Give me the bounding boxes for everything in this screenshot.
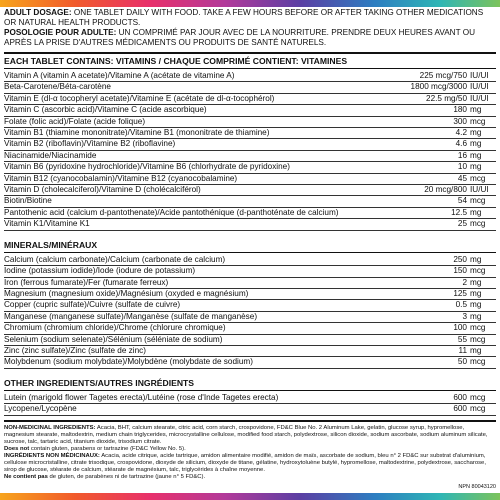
ingredient-row <box>4 219 496 230</box>
ingredient-value: 12.5 <box>451 207 467 217</box>
ingredient-amount <box>429 404 496 414</box>
ingredient-name: Vitamin E (dl-α tocopheryl acetate)/Vitamine E (acétate de dl-α-tocophérol) <box>4 93 275 103</box>
ingredient-unit: IU/UI <box>470 71 489 80</box>
ingredient-amount <box>429 128 496 138</box>
ingredient-row <box>4 393 496 404</box>
ingredient-amount <box>429 255 496 265</box>
dosage-section <box>4 8 496 48</box>
ingredient-name: Vitamin B2 (riboflavin)/Vitamine B2 (riboflavine) <box>4 139 176 149</box>
ingredient-amount <box>429 335 496 345</box>
ingredient-unit: IU/UI <box>470 185 489 195</box>
ingredient-unit: mcg <box>470 392 486 402</box>
vitamins-table <box>4 71 496 231</box>
ingredient-value: 125 <box>453 288 467 298</box>
ingredient-row <box>4 117 496 128</box>
ingredient-name: Molybdenum (sodium molybdate)/Molybdène (molybdate de sodium) <box>4 357 253 367</box>
ingredient-value: 150 <box>453 266 467 276</box>
ingredient-row <box>4 208 496 219</box>
ingredient-name: Folate (folic acid)/Folate (acide folique) <box>4 116 146 126</box>
ingredient-row <box>4 128 496 139</box>
ingredient-amount <box>429 289 496 299</box>
ingredient-value: 54 <box>457 196 467 206</box>
ingredient-unit: IU/UI <box>470 82 489 92</box>
ingredient-unit: mcg <box>470 404 486 414</box>
ingredient-value: 0.5 <box>455 300 467 310</box>
nc-label: Ne contient pas <box>4 474 48 481</box>
divider <box>4 68 496 69</box>
ingredient-amount <box>429 266 496 276</box>
ingredient-row <box>4 278 496 289</box>
ingredient-value: 180 <box>453 105 467 115</box>
ingredient-amount <box>429 393 496 403</box>
ingredient-amount <box>429 105 496 115</box>
dosage-fr-label: POSOLOGIE POUR ADULTE: <box>4 28 117 37</box>
ne-contient-pas <box>4 474 496 481</box>
ingredient-name: Pantothenic acid (calcium d-pantothenate)/Acide pantothénique (d-panthoténate de calcium) <box>4 207 339 217</box>
notes-section <box>4 425 496 482</box>
dosage-fr-text: UN COMPRIMÉ PAR JOUR AVEC DE LA NOURRITURE. PRENDRE DEUX HEURES AVANT OU APRÈS LA PRISE D'AUTRES MÉDICAMENTS OU PRODUITS DE SANTÉ NATURELS. <box>4 28 475 47</box>
ingredient-amount <box>411 82 496 92</box>
does-not-contain <box>4 446 496 453</box>
ingredient-amount <box>429 117 496 127</box>
ingredient-unit: mg <box>470 288 482 298</box>
ingredient-unit: mg <box>470 300 482 310</box>
ingredient-row <box>4 162 496 173</box>
ingredient-unit: mcg <box>470 219 486 229</box>
ingredient-name: Vitamin D (cholecalciferol)/Vitamine D (cholécalciférol) <box>4 185 201 195</box>
ingredient-value: 1800 mcg/3000 <box>410 82 467 92</box>
ingredient-name: Magnesium (magnesium oxide)/Magnésium (oxyded e magnésium) <box>4 288 249 298</box>
ingredient-name: Iron (ferrous fumarate)/Fer (fumarate ferreux) <box>4 277 169 287</box>
ingredient-name: Iodine (potassium iodide)/Iode (iodure de potassium) <box>4 266 196 276</box>
ingredient-unit: mcg <box>470 334 486 344</box>
ingredient-row <box>4 196 496 207</box>
ingredient-amount <box>429 346 496 356</box>
ingredient-name: Calcium (calcium carbonate)/Calcium (carbonate de calcium) <box>4 254 226 264</box>
nmi-label: NON-MEDICINAL INGREDIENTS: <box>4 424 96 431</box>
ingredient-row <box>4 346 496 357</box>
ingredient-row <box>4 105 496 116</box>
ingredient-value: 45 <box>457 173 467 183</box>
ingredient-row <box>4 266 496 277</box>
ingredient-row <box>4 323 496 334</box>
ingredient-amount <box>429 162 496 172</box>
ingredient-unit: IU/UI <box>470 93 489 103</box>
ingredient-value: 4.6 <box>455 139 467 149</box>
ingredient-amount <box>429 357 496 367</box>
ingredient-value: 16 <box>457 150 467 160</box>
ingredient-name: Beta-Carotene/Béta-carotène <box>4 82 111 92</box>
ingredient-unit: mcg <box>470 357 486 367</box>
rainbow-band-top <box>0 0 500 7</box>
ingredient-value: 600 <box>453 392 467 402</box>
ingredient-value: 250 <box>453 254 467 264</box>
ingredient-unit: mcg <box>470 116 486 126</box>
ingredient-row <box>4 300 496 311</box>
dosage-fr <box>4 28 496 48</box>
nmi-text: Acacia, BHT, calcium stearate, citric acid, corn starch, crospovidone, FD&C Blue No. 2 Aluminum Lake, gelatin, glucose syrup, hypromellose, magnesium stearate, maltodextrin, medium chain triglycerides, microcrystalline cellulose, modified food starch, polydextrose, silicon dioxide, sodium ascorbate, sodium aluminum silicate, sucrose, talc, tartaric acid, titanium dioxide, trisodium citrate. <box>4 424 488 445</box>
ingredient-unit: mcg <box>470 266 486 276</box>
ingredients-non-medicinaux <box>4 453 496 474</box>
ingredient-amount <box>429 196 496 206</box>
ingredient-amount <box>429 208 496 218</box>
ingredient-value: 3 <box>462 311 467 321</box>
ingredient-name: Vitamin B12 (cyanocobalamin)/Vitamine B12 (cyanocobalamine) <box>4 173 238 183</box>
ingredient-row <box>4 94 496 105</box>
ingredient-value: 20 mcg/800 <box>424 185 467 195</box>
ingredient-name: Vitamin B1 (thiamine mononitrate)/Vitamine B1 (mononitrate de thiamine) <box>4 128 270 138</box>
dosage-en <box>4 8 496 28</box>
divider <box>4 420 496 422</box>
label-content <box>4 8 496 481</box>
ingredient-row <box>4 289 496 300</box>
dosage-en-label: ADULT DOSAGE: <box>4 8 72 17</box>
ingredient-unit: mg <box>470 150 482 160</box>
ingredient-unit: mg <box>470 105 482 115</box>
ingredient-value: 225 mcg/750 <box>419 71 467 80</box>
ingredient-value: 11 <box>458 345 467 355</box>
ingredient-row <box>4 255 496 266</box>
ingredient-amount <box>429 219 496 229</box>
other-table <box>4 393 496 416</box>
ingredient-amount <box>429 278 496 288</box>
ingredient-amount <box>420 71 496 81</box>
ingredient-row <box>4 71 496 82</box>
ingredient-name: Vitamin C (ascorbic acid)/Vitamine C (acide ascorbique) <box>4 105 207 115</box>
ingredient-name: Lutein (marigold flower Tagetes erecta)/Lutéine (rose d'Inde Tagetes erecta) <box>4 392 279 402</box>
ingredient-amount <box>429 300 496 310</box>
divider <box>4 252 496 253</box>
ingredient-amount <box>426 94 496 104</box>
ingredient-row <box>4 139 496 150</box>
ingredient-row <box>4 335 496 346</box>
dosage-en-text: ONE TABLET DAILY WITH FOOD. TAKE A FEW HOURS BEFORE OR AFTER TAKING OTHER MEDICATIONS OR NATURAL HEALTH PRODUCTS. <box>4 8 484 27</box>
nc-text: de gluten, de parabènes ni de tartrazine (jaune n° 5 FD&C). <box>49 474 206 481</box>
ingredient-unit: mg <box>470 345 482 355</box>
dnc-label: Does not <box>4 445 30 452</box>
ingredient-unit: mg <box>470 128 482 138</box>
ingredient-value: 600 <box>453 404 467 414</box>
vitamins-title: EACH TABLET CONTAINS: VITAMINS / CHAQUE COMPRIMÉ CONTIENT: VITAMINES <box>4 56 348 66</box>
ingredient-unit: mcg <box>470 196 486 206</box>
ingredient-name: Vitamin B6 (pyridoxine hydrochloride)/Vitamine B6 (chlorhydrate de pyridoxine) <box>4 162 290 172</box>
ingredient-unit: mg <box>470 254 482 264</box>
ingredient-name: Manganese (manganese sulfate)/Manganèse (sulfate de manganèse) <box>4 311 258 321</box>
minerals-table <box>4 255 496 369</box>
ingredient-value: 300 <box>453 116 467 126</box>
ingredient-amount <box>429 139 496 149</box>
npn-number: NPN 80043120 <box>458 484 496 490</box>
inm-text: Acacia, acide citrique, acide tartrique, amidon alimentaire modifié, amidon de maïs, ascorbate de sodium, bleu n° 2 FD&C sur substrat d'aluminium, cellulose microcristalline, citrate trisodique, crospovidone, dioxyde de silicium, dioxyde de titane, gélatine, hydroxytoluène butylé, hypromellose, maltodextrine, polydextrose, saccharose, sirop de glucose, stéarate de calcium, stéarate de magnésium, talc, triglycérides à chaîne moyenne. <box>4 452 486 474</box>
divider <box>4 52 496 54</box>
dnc-text: contain gluten, parabens or tartrazine (FD&C Yellow No. 5). <box>30 445 186 452</box>
ingredient-row <box>4 312 496 323</box>
ingredient-unit: mg <box>470 207 482 217</box>
ingredient-unit: mcg <box>470 173 486 183</box>
ingredient-name: Vitamin A (vitamin A acetate)/Vitamine A (acétate de vitamine A) <box>4 71 235 80</box>
ingredient-name: Niacinamide/Niacinamide <box>4 150 97 160</box>
ingredient-amount <box>429 323 496 333</box>
non-medicinal-ingredients <box>4 425 496 446</box>
minerals-title: MINERALS/MINÉRAUX <box>4 239 98 250</box>
ingredient-value: 2 <box>462 277 467 287</box>
ingredient-unit: mg <box>470 277 482 287</box>
ingredient-row <box>4 185 496 196</box>
ingredient-unit: mg <box>470 311 482 321</box>
ingredient-name: Biotin/Biotine <box>4 196 52 206</box>
ingredient-name: Chromium (chromium chloride)/Chrome (chlorure chromique) <box>4 323 226 333</box>
ingredient-name: Zinc (zinc sulfate)/Zinc (sulfate de zinc) <box>4 345 146 355</box>
ingredient-unit: mg <box>470 162 482 172</box>
other-title: OTHER INGREDIENTS/AUTRES INGRÉDIENTS <box>4 377 195 388</box>
divider <box>4 390 496 391</box>
ingredient-name: Lycopene/Lycopène <box>4 404 77 414</box>
ingredient-value: 25 <box>457 219 467 229</box>
ingredient-value: 100 <box>453 323 467 333</box>
ingredient-row <box>4 404 496 415</box>
ingredient-row <box>4 174 496 185</box>
ingredient-name: Selenium (sodium selenate)/Sélénium (séléniate de sodium) <box>4 334 223 344</box>
ingredient-row <box>4 82 496 93</box>
ingredient-amount <box>424 185 496 195</box>
ingredient-amount <box>429 312 496 322</box>
ingredient-amount <box>429 174 496 184</box>
ingredient-value: 10 <box>457 162 467 172</box>
ingredient-amount <box>429 151 496 161</box>
ingredient-row <box>4 151 496 162</box>
ingredient-unit: mcg <box>470 323 486 333</box>
ingredient-value: 55 <box>457 334 467 344</box>
ingredient-value: 22.5 mg/50 <box>426 93 467 103</box>
ingredient-row <box>4 357 496 368</box>
ingredient-value: 50 <box>457 357 467 367</box>
ingredient-name: Copper (cupric sulfate)/Cuivre (sulfate de cuivre) <box>4 300 181 310</box>
ingredient-name: Vitamin K1/Vitamine K1 <box>4 219 90 229</box>
ingredient-unit: mg <box>470 139 482 149</box>
rainbow-band-bottom <box>0 493 500 500</box>
inm-label: INGRÉDIENTS NON MÉDICINAUX: <box>4 452 100 459</box>
ingredient-value: 4.2 <box>455 128 467 138</box>
